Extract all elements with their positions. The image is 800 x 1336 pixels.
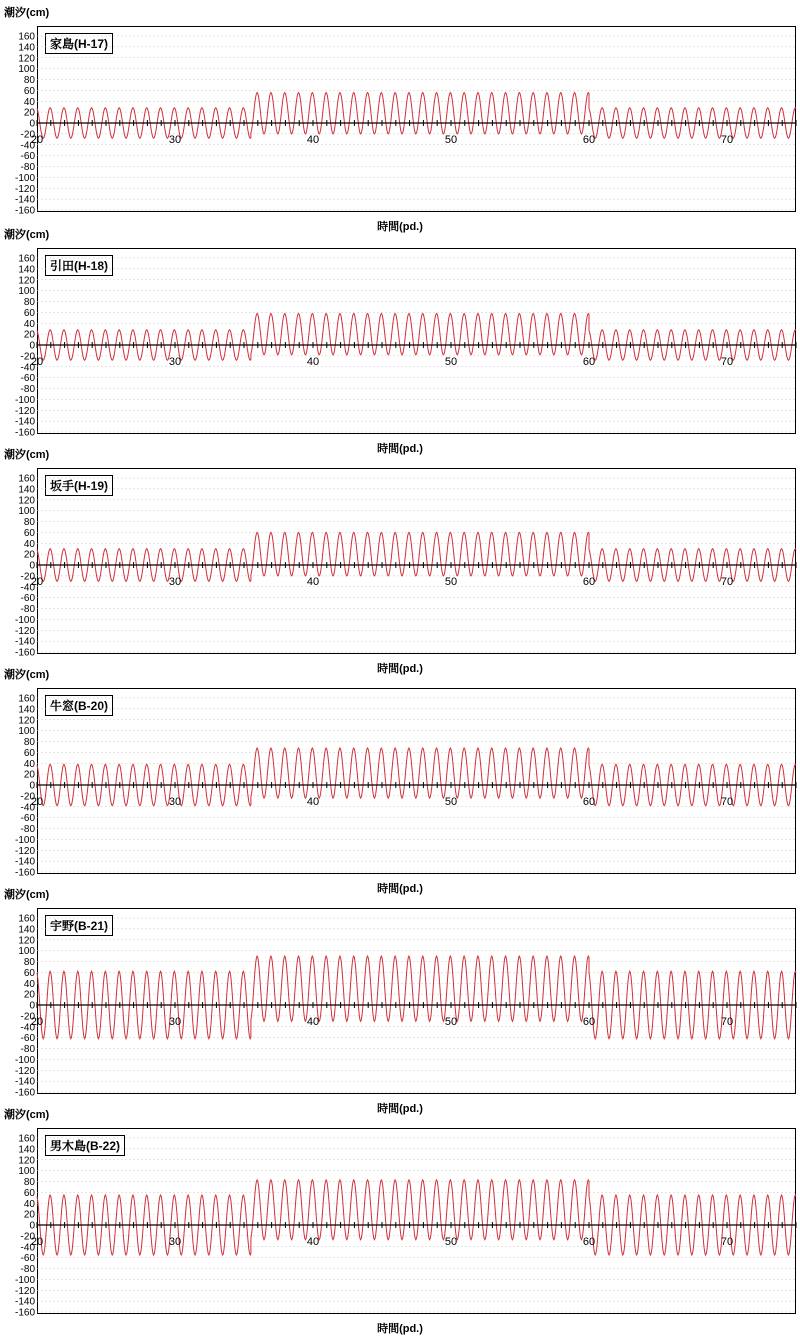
y-tick-label: 0 [29, 780, 35, 792]
y-tick-label: -160 [14, 205, 35, 217]
y-tick-label: 140 [18, 924, 35, 936]
y-tick-label: 120 [18, 935, 35, 947]
x-axis-label: 時間(pd.) [377, 443, 423, 455]
y-tick-label: -140 [14, 636, 35, 648]
y-tick-label: -100 [14, 394, 35, 406]
x-tick-label: 50 [444, 796, 458, 808]
x-tick-label: 20 [30, 1016, 44, 1028]
x-tick-label: 70 [720, 796, 734, 808]
y-tick-label: -80 [20, 1264, 35, 1275]
y-tick-label: -140 [14, 856, 35, 868]
tide-panel [0, 882, 800, 1115]
y-tick-label: 80 [23, 737, 35, 748]
y-axis-label: 潮汐(cm) [4, 1109, 50, 1121]
tide-plot-svg [0, 442, 800, 664]
x-tick-label: 70 [720, 1236, 734, 1248]
tide-plot-svg [0, 0, 800, 222]
station-title: 男木島(B-22) [45, 1135, 125, 1156]
y-tick-label: -100 [14, 1274, 35, 1286]
x-tick-label: 40 [306, 796, 320, 808]
x-axis-label: 時間(pd.) [377, 883, 423, 895]
y-tick-label: -160 [14, 867, 35, 879]
y-axis-label: 潮汐(cm) [4, 449, 50, 461]
tide-panel [0, 662, 800, 895]
x-tick-label: 20 [30, 796, 44, 808]
y-tick-label: 120 [18, 53, 35, 65]
x-tick-label: 50 [444, 1236, 458, 1248]
x-tick-label: 30 [168, 576, 182, 588]
y-tick-label: 40 [23, 318, 35, 330]
y-tick-label: -100 [14, 834, 35, 846]
x-tick-label: 30 [168, 134, 182, 146]
x-tick-label: 20 [30, 1236, 44, 1248]
y-tick-label: -80 [20, 162, 35, 173]
tide-panel [0, 0, 800, 233]
y-tick-label: -80 [20, 384, 35, 395]
y-tick-label: -20 [20, 351, 35, 363]
y-axis-label: 潮汐(cm) [4, 7, 50, 19]
y-tick-label: 40 [23, 1198, 35, 1210]
y-tick-label: -160 [14, 1307, 35, 1319]
y-tick-label: -120 [14, 183, 35, 195]
y-tick-label: 20 [23, 989, 35, 1001]
y-tick-label: 0 [29, 340, 35, 352]
x-tick-label: 60 [582, 1236, 596, 1248]
x-axis-label: 時間(pd.) [377, 1323, 423, 1335]
y-tick-label: -40 [20, 1242, 35, 1254]
y-tick-label: -60 [20, 1253, 35, 1265]
x-tick-label: 30 [168, 796, 182, 808]
y-tick-label: 0 [29, 1220, 35, 1232]
y-tick-label: 120 [18, 275, 35, 287]
y-tick-label: -20 [20, 129, 35, 141]
y-tick-label: -120 [14, 845, 35, 857]
x-tick-label: 50 [444, 1016, 458, 1028]
y-tick-label: -160 [14, 1087, 35, 1099]
y-tick-label: -120 [14, 405, 35, 417]
y-axis-label: 潮汐(cm) [4, 229, 50, 241]
tide-series-line [37, 93, 796, 139]
y-tick-label: 40 [23, 978, 35, 990]
y-tick-label: 160 [18, 253, 35, 265]
y-tick-label: 100 [18, 64, 35, 76]
y-tick-label: -100 [14, 172, 35, 184]
y-tick-label: 140 [18, 42, 35, 54]
tide-panel [0, 222, 800, 455]
y-tick-label: -100 [14, 614, 35, 626]
x-tick-label: 20 [30, 576, 44, 588]
y-tick-label: -20 [20, 1231, 35, 1243]
y-tick-label: -120 [14, 1065, 35, 1077]
x-tick-label: 60 [582, 576, 596, 588]
y-tick-label: 160 [18, 1133, 35, 1145]
y-tick-label: -40 [20, 1022, 35, 1034]
y-tick-label: 20 [23, 549, 35, 561]
y-tick-label: 60 [23, 1187, 35, 1199]
y-tick-label: 0 [29, 1000, 35, 1012]
y-tick-label: 100 [18, 946, 35, 958]
y-tick-label: -140 [14, 1296, 35, 1308]
x-tick-label: 70 [720, 356, 734, 368]
tide-plot-svg [0, 222, 800, 444]
x-tick-label: 40 [306, 1016, 320, 1028]
y-tick-label: 20 [23, 769, 35, 781]
y-tick-label: -60 [20, 593, 35, 605]
tide-plot-svg [0, 662, 800, 884]
tide-series-line [37, 532, 796, 581]
y-tick-label: 60 [23, 527, 35, 539]
y-tick-label: -100 [14, 1054, 35, 1066]
y-tick-label: 20 [23, 329, 35, 341]
y-tick-label: -80 [20, 1044, 35, 1055]
x-tick-label: 30 [168, 1016, 182, 1028]
y-tick-label: 100 [18, 286, 35, 298]
y-tick-label: -60 [20, 373, 35, 385]
y-tick-label: 80 [23, 297, 35, 308]
x-axis-label: 時間(pd.) [377, 221, 423, 233]
y-tick-label: 20 [23, 1209, 35, 1221]
y-tick-label: -80 [20, 604, 35, 615]
station-title: 引田(H-18) [45, 255, 113, 276]
y-tick-label: 60 [23, 85, 35, 97]
y-tick-label: 160 [18, 31, 35, 43]
tide-series-line [37, 313, 796, 360]
y-tick-label: 160 [18, 913, 35, 925]
y-tick-label: 20 [23, 107, 35, 119]
y-axis-label: 潮汐(cm) [4, 889, 50, 901]
x-tick-label: 60 [582, 134, 596, 146]
y-tick-label: 60 [23, 967, 35, 979]
tide-panel [0, 442, 800, 675]
y-tick-label: -40 [20, 582, 35, 594]
x-tick-label: 40 [306, 134, 320, 146]
x-axis-label: 時間(pd.) [377, 1103, 423, 1115]
y-tick-label: -40 [20, 802, 35, 814]
y-tick-label: 60 [23, 307, 35, 319]
y-tick-label: 140 [18, 704, 35, 716]
y-tick-label: -160 [14, 647, 35, 659]
y-tick-label: -160 [14, 427, 35, 439]
y-tick-label: 0 [29, 560, 35, 572]
y-tick-label: 100 [18, 726, 35, 738]
y-tick-label: 120 [18, 715, 35, 727]
y-tick-label: -60 [20, 813, 35, 825]
y-tick-label: 40 [23, 96, 35, 108]
y-tick-label: -20 [20, 571, 35, 583]
y-tick-label: -80 [20, 824, 35, 835]
tide-series-line [37, 956, 796, 1039]
y-tick-label: -20 [20, 791, 35, 803]
tide-series-line [37, 748, 796, 806]
y-tick-label: 140 [18, 264, 35, 276]
tide-plot-svg [0, 882, 800, 1104]
y-tick-label: 60 [23, 747, 35, 759]
y-tick-label: -140 [14, 1076, 35, 1088]
y-tick-label: 80 [23, 75, 35, 86]
y-tick-label: -120 [14, 1285, 35, 1297]
tide-plot-svg [0, 1102, 800, 1324]
x-tick-label: 70 [720, 134, 734, 146]
x-axis-label: 時間(pd.) [377, 663, 423, 675]
x-tick-label: 70 [720, 1016, 734, 1028]
tide-panel [0, 1102, 800, 1335]
x-tick-label: 40 [306, 1236, 320, 1248]
x-tick-label: 40 [306, 576, 320, 588]
x-tick-label: 20 [30, 134, 44, 146]
station-title: 家島(H-17) [45, 33, 113, 54]
station-title: 牛窓(B-20) [45, 695, 113, 716]
y-tick-label: 0 [29, 118, 35, 130]
x-tick-label: 70 [720, 576, 734, 588]
y-tick-label: -40 [20, 362, 35, 374]
y-axis-label: 潮汐(cm) [4, 669, 50, 681]
y-tick-label: -60 [20, 151, 35, 163]
y-tick-label: -120 [14, 625, 35, 637]
x-tick-label: 30 [168, 356, 182, 368]
x-tick-label: 60 [582, 356, 596, 368]
x-tick-label: 20 [30, 356, 44, 368]
y-tick-label: 140 [18, 484, 35, 496]
x-tick-label: 50 [444, 134, 458, 146]
y-tick-label: 100 [18, 1166, 35, 1178]
y-tick-label: 120 [18, 495, 35, 507]
tide-series-line [37, 1180, 796, 1255]
y-tick-label: 160 [18, 473, 35, 485]
y-tick-label: -40 [20, 140, 35, 152]
y-tick-label: -60 [20, 1033, 35, 1045]
y-tick-label: 40 [23, 758, 35, 770]
y-tick-label: 160 [18, 693, 35, 705]
y-tick-label: 100 [18, 506, 35, 518]
y-tick-label: 80 [23, 1177, 35, 1188]
y-tick-label: -140 [14, 194, 35, 206]
x-tick-label: 50 [444, 356, 458, 368]
station-title: 宇野(B-21) [45, 915, 113, 936]
x-tick-label: 60 [582, 1016, 596, 1028]
x-tick-label: 50 [444, 576, 458, 588]
y-tick-label: 80 [23, 517, 35, 528]
y-tick-label: 40 [23, 538, 35, 550]
y-tick-label: 80 [23, 957, 35, 968]
station-title: 坂手(H-19) [45, 475, 113, 496]
y-tick-label: 140 [18, 1144, 35, 1156]
y-tick-label: -20 [20, 1011, 35, 1023]
x-tick-label: 40 [306, 356, 320, 368]
y-tick-label: 120 [18, 1155, 35, 1167]
y-tick-label: -140 [14, 416, 35, 428]
x-tick-label: 30 [168, 1236, 182, 1248]
x-tick-label: 60 [582, 796, 596, 808]
